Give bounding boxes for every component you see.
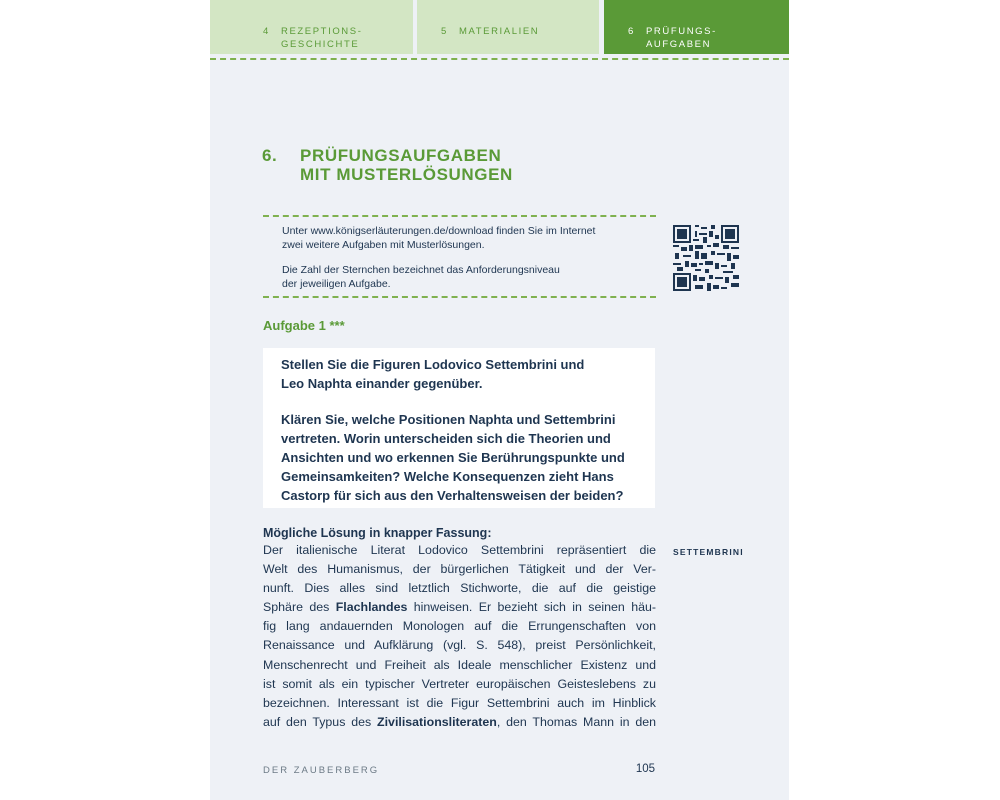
tab-divider — [210, 58, 789, 60]
info-download-note: Unter www.königserläuterungen.de/download finden Sie im Internet zwei weitere Aufgaben mit Musterlösungen. — [282, 225, 596, 251]
task-heading: Aufgabe 1 *** — [263, 318, 345, 333]
text-line: auf den Typus des Zivilisationsliteraten, den Thomas Mann in den — [263, 714, 656, 729]
chapter-tabs — [210, 0, 789, 54]
text-line: Renaissance und Aufklärung (vgl. S. 548), preist Persönlichkeit, — [263, 638, 656, 653]
task-box — [263, 348, 655, 508]
keyword-flachlandes: Flachlandes — [335, 600, 408, 615]
page-number: 105 — [635, 763, 655, 775]
qr-code-icon[interactable] — [673, 225, 739, 291]
tab-number: 5 — [441, 26, 448, 37]
book-page — [210, 0, 789, 800]
margin-note-settembrini: SETTEMBRINI — [673, 547, 744, 557]
tab-pruefungsaufgaben[interactable] — [604, 0, 789, 54]
task-paragraph-2: Klären Sie, welche Positionen Naphta und Settembrini vertreten. Worin unterscheiden sich die Theorien und Ansichten und wo erkennen Sie Berührungspunkte und Gemeinsamkeiten? Welche Konsequenzen zieht Hans Castorp für sich aus den Verhaltensweisen der beiden? — [281, 412, 625, 503]
solution-text — [263, 541, 656, 732]
tab-label: MATERIALIEN — [459, 26, 540, 37]
solution-heading: Mögliche Lösung in knapper Fassung: — [263, 526, 492, 540]
text-line: ist somit als ein typischer Vertreter europäischen Geisteslebens zu — [263, 676, 656, 691]
tab-label: PRÜFUNGS- AUFGABEN — [646, 26, 717, 50]
tab-label: REZEPTIONS- GESCHICHTE — [281, 26, 363, 50]
text-line: fig lang andauernden Monologen auf die Errungenschaften von — [263, 619, 656, 634]
text-line: nunft. Dies alles sind letztlich Stichworte, die auf die geistige — [263, 581, 656, 596]
text-line: Der italienische Literat Lodovico Settembrini repräsentiert die — [263, 543, 656, 557]
text-line: Menschenrecht und Freiheit als Ideale menschlicher Existenz und — [263, 657, 656, 672]
tab-rezeptionsgeschichte[interactable] — [210, 0, 413, 54]
chapter-title: PRÜFUNGSAUFGABEN MIT MUSTERLÖSUNGEN — [300, 146, 513, 184]
info-stars-note: Die Zahl der Sternchen bezeichnet das Anforderungsniveau der jeweiligen Aufgabe. — [282, 264, 560, 290]
chapter-number: 6. — [262, 146, 278, 165]
tab-materialien[interactable] — [417, 0, 599, 54]
info-divider-top — [263, 215, 656, 217]
tab-number: 6 — [628, 26, 635, 37]
info-divider-bottom — [263, 296, 656, 298]
tab-number: 4 — [263, 26, 270, 37]
text-line: Welt des Humanismus, der bürgerlichen Tätigkeit und der Ver- — [263, 562, 656, 577]
keyword-zivilisationsliteraten: Zivilisationsliteraten — [377, 714, 497, 729]
text-line: bezeichnen. Interessant ist die Figur Settembrini auch im Hinblick — [263, 695, 656, 710]
footer-book-title: DER ZAUBERBERG — [263, 765, 380, 776]
text-line: Sphäre des Flachlandes hinweisen. Er bezieht sich in seinen häu- — [263, 600, 656, 615]
task-paragraph-1: Stellen Sie die Figuren Lodovico Settembrini und Leo Naphta einander gegenüber. — [281, 357, 585, 391]
